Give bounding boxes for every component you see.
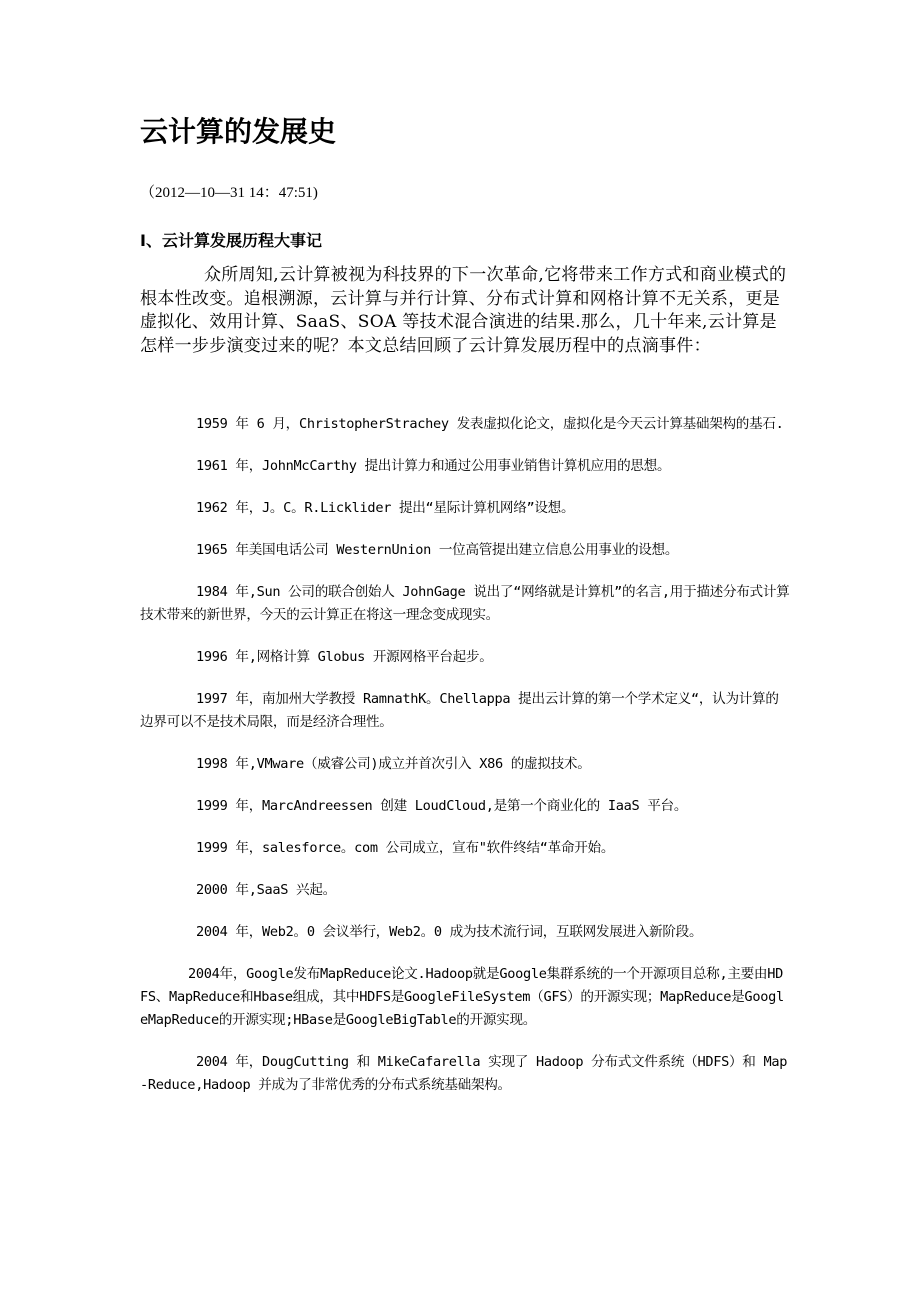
event-item: 2004年，Google发布MapReduce论文.Hadoop就是Google集群系统的一个开源项目总称,主要由HDFS、MapReduce和Hbase组成，其中HDFS是GoogleFileSystem（GFS）的开源实现；MapReduce是GoogleMapReduce的开源实现;HBase是GoogleBigTable的开源实现。 xyxy=(140,966,784,1028)
intro-paragraph: 众所周知,云计算被视为科技界的下一次革命,它将带来工作方式和商业模式的根本性改变。追根溯源，云计算与并行计算、分布式计算和网格计算不无关系，更是虚拟化、效用计算、SaaS、SOA 等技术混合演进的结果.那么，几十年来,云计算是怎样一步步演变过来的呢？本文总结回顾了云计算发展历程中的点滴事件： xyxy=(140,265,787,356)
event-item: 1999 年，salesforce。com 公司成立，宣布"软件终结“革命开始。 xyxy=(196,840,615,856)
event-item: 1984 年,Sun 公司的联合创始人 JohnGage 说出了“网络就是计算机”的名言,用于描述分布式计算技术带来的新世界，今天的云计算正在将这一理念变成现实。 xyxy=(140,584,790,623)
event-item: 1965 年美国电话公司 WesternUnion 一位高管提出建立信息公用事业的设想。 xyxy=(196,542,679,558)
section-heading: I、云计算发展历程大事记 xyxy=(140,231,322,250)
event-item: 1997 年，南加州大学教授 RamnathK。Chellappa 提出云计算的第一个学术定义“，认为计算的边界可以不是技术局限，而是经济合理性。 xyxy=(140,691,779,730)
event-item: 1996 年,网格计算 Globus 开源网格平台起步。 xyxy=(196,649,493,665)
page-title: 云计算的发展史 xyxy=(140,115,337,148)
event-item: 2004 年，Web2。0 会议举行，Web2。0 成为技术流行词，互联网发展进入新阶段。 xyxy=(196,924,703,940)
event-item: 1962 年，J。C。R.Licklider 提出“星际计算机网络”设想。 xyxy=(196,500,575,516)
event-list xyxy=(140,413,790,1116)
event-item: 1961 年，JohnMcCarthy 提出计算力和通过公用事业销售计算机应用的思想。 xyxy=(196,458,671,474)
publish-date: （2012—10—31 14：47:51) xyxy=(140,185,318,201)
event-item: 1998 年,VMware（威睿公司)成立并首次引入 X86 的虚拟技术。 xyxy=(196,756,591,772)
event-item: 1999 年，MarcAndreessen 创建 LoudCloud,是第一个商业化的 IaaS 平台。 xyxy=(196,798,688,814)
event-item: 2004 年，DougCutting 和 MikeCafarella 实现了 Hadoop 分布式文件系统（HDFS）和 Map-Reduce,Hadoop 并成为了非常优秀的分布式系统基础架构。 xyxy=(140,1054,788,1093)
event-item: 1959 年 6 月，ChristopherStrachey 发表虚拟化论文，虚拟化是今天云计算基础架构的基石. xyxy=(196,416,784,432)
event-item: 2000 年,SaaS 兴起。 xyxy=(196,882,336,898)
